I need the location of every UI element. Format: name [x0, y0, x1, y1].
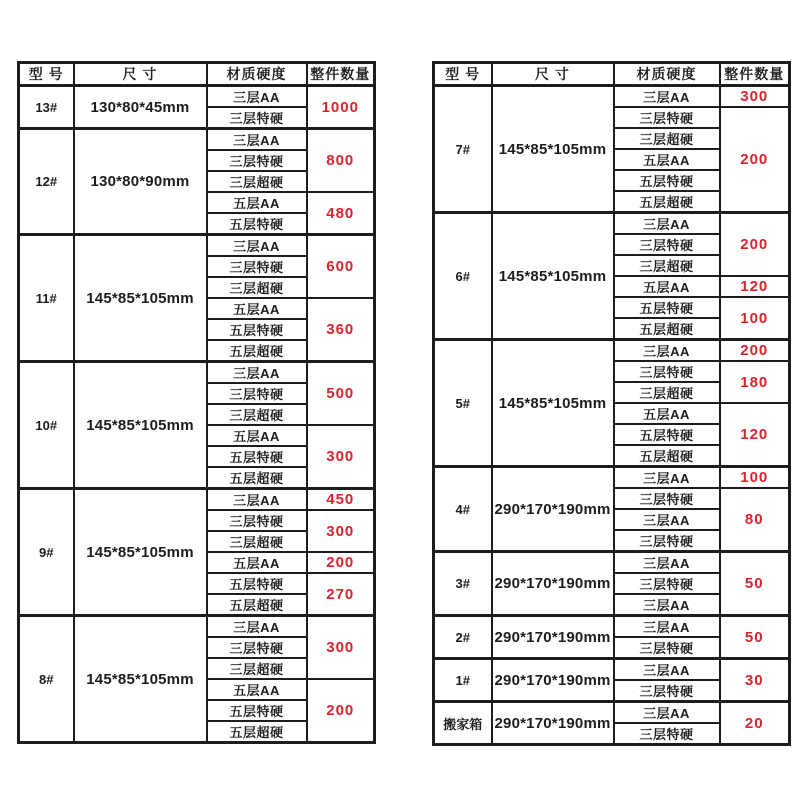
model-cell: 12#	[19, 129, 74, 235]
material-cell: 三层超硬	[207, 277, 307, 298]
quantity-cell: 300	[307, 425, 375, 489]
material-cell: 五层特硬	[207, 213, 307, 235]
quantity-cell: 200	[720, 213, 790, 277]
material-cell: 三层AA	[614, 552, 720, 574]
table-row	[434, 702, 790, 724]
table-row	[434, 86, 790, 108]
material-cell: 三层AA	[207, 235, 307, 257]
material-cell: 五层AA	[614, 403, 720, 424]
size-cell: 290*170*190mm	[492, 659, 614, 702]
column-header: 型 号	[434, 63, 492, 86]
model-cell: 1#	[434, 659, 492, 702]
material-cell: 三层AA	[614, 616, 720, 638]
material-cell: 五层超硬	[207, 721, 307, 743]
size-cell: 290*170*190mm	[492, 616, 614, 659]
table-row	[19, 616, 375, 638]
material-cell: 五层特硬	[207, 573, 307, 594]
material-cell: 五层AA	[207, 679, 307, 700]
material-cell: 五层特硬	[207, 446, 307, 467]
quantity-cell: 30	[720, 659, 790, 702]
quantity-cell: 600	[307, 235, 375, 299]
material-cell: 三层特硬	[207, 510, 307, 531]
material-cell: 三层AA	[207, 489, 307, 511]
model-cell: 4#	[434, 467, 492, 552]
material-cell: 三层特硬	[614, 573, 720, 594]
size-cell: 145*85*105mm	[492, 213, 614, 340]
material-cell: 五层超硬	[207, 467, 307, 489]
size-cell: 290*170*190mm	[492, 702, 614, 745]
size-cell: 145*85*105mm	[492, 86, 614, 213]
material-cell: 五层超硬	[614, 191, 720, 213]
material-cell: 三层AA	[614, 702, 720, 724]
table-row	[434, 213, 790, 235]
size-cell: 145*85*105mm	[74, 489, 207, 616]
quantity-cell: 20	[720, 702, 790, 745]
material-cell: 五层AA	[614, 276, 720, 297]
material-cell: 三层特硬	[207, 637, 307, 658]
material-cell: 三层超硬	[614, 128, 720, 149]
material-cell: 三层AA	[614, 594, 720, 616]
model-cell: 13#	[19, 86, 74, 129]
column-header: 尺 寸	[74, 63, 207, 86]
material-cell: 五层超硬	[614, 445, 720, 467]
column-header: 整件数量	[720, 63, 790, 86]
quantity-cell: 180	[720, 361, 790, 403]
table-row	[19, 129, 375, 151]
quantity-cell: 120	[720, 403, 790, 467]
quantity-cell: 300	[307, 510, 375, 552]
quantity-cell: 800	[307, 129, 375, 193]
quantity-cell: 100	[720, 467, 790, 489]
column-header: 尺 寸	[492, 63, 614, 86]
material-cell: 三层AA	[614, 659, 720, 681]
material-cell: 三层特硬	[614, 723, 720, 745]
material-cell: 三层AA	[614, 467, 720, 489]
quantity-cell: 50	[720, 552, 790, 616]
size-cell: 130*80*90mm	[74, 129, 207, 235]
quantity-cell: 270	[307, 573, 375, 616]
size-cell: 145*85*105mm	[74, 616, 207, 743]
material-cell: 三层特硬	[207, 383, 307, 404]
size-cell: 145*85*105mm	[74, 235, 207, 362]
material-cell: 三层AA	[614, 509, 720, 530]
material-cell: 五层特硬	[207, 319, 307, 340]
model-cell: 6#	[434, 213, 492, 340]
table-row	[19, 489, 375, 511]
table-row	[19, 362, 375, 384]
model-cell: 10#	[19, 362, 74, 489]
model-cell: 8#	[19, 616, 74, 743]
quantity-cell: 80	[720, 488, 790, 552]
size-cell: 145*85*105mm	[74, 362, 207, 489]
material-cell: 五层特硬	[614, 424, 720, 445]
quantity-cell: 120	[720, 276, 790, 297]
size-cell: 145*85*105mm	[492, 340, 614, 467]
column-header: 材质硬度	[207, 63, 307, 86]
material-cell: 三层AA	[614, 86, 720, 108]
header-row	[19, 63, 375, 86]
material-cell: 三层特硬	[207, 256, 307, 277]
quantity-cell: 50	[720, 616, 790, 659]
quantity-cell: 200	[307, 552, 375, 573]
spec-table-left	[17, 61, 376, 744]
material-cell: 三层AA	[614, 340, 720, 362]
material-cell: 三层AA	[614, 213, 720, 235]
quantity-cell: 300	[720, 86, 790, 108]
material-cell: 三层超硬	[614, 382, 720, 403]
column-header: 型 号	[19, 63, 74, 86]
material-cell: 五层AA	[207, 425, 307, 446]
table-row	[434, 340, 790, 362]
material-cell: 三层AA	[207, 616, 307, 638]
material-cell: 五层超硬	[207, 340, 307, 362]
quantity-cell: 300	[307, 616, 375, 680]
material-cell: 三层超硬	[207, 531, 307, 552]
model-cell: 7#	[434, 86, 492, 213]
spec-table-right	[432, 61, 791, 746]
quantity-cell: 200	[307, 679, 375, 743]
size-cell: 290*170*190mm	[492, 552, 614, 616]
header-row	[434, 63, 790, 86]
material-cell: 五层超硬	[207, 594, 307, 616]
material-cell: 三层特硬	[207, 150, 307, 171]
quantity-cell: 1000	[307, 86, 375, 129]
model-cell: 11#	[19, 235, 74, 362]
table-row	[19, 86, 375, 108]
material-cell: 三层特硬	[614, 234, 720, 255]
material-cell: 三层超硬	[614, 255, 720, 276]
material-cell: 五层AA	[207, 192, 307, 213]
quantity-cell: 480	[307, 192, 375, 235]
material-cell: 五层AA	[207, 298, 307, 319]
quantity-cell: 500	[307, 362, 375, 426]
material-cell: 五层超硬	[614, 318, 720, 340]
quantity-cell: 200	[720, 340, 790, 362]
material-cell: 五层AA	[614, 149, 720, 170]
table-row	[434, 467, 790, 489]
table-row	[19, 235, 375, 257]
material-cell: 三层特硬	[614, 530, 720, 552]
material-cell: 三层特硬	[614, 488, 720, 509]
table-row	[434, 552, 790, 574]
model-cell: 搬家箱	[434, 702, 492, 745]
material-cell: 三层特硬	[614, 361, 720, 382]
material-cell: 三层AA	[207, 362, 307, 384]
material-cell: 五层特硬	[207, 700, 307, 721]
material-cell: 三层超硬	[207, 404, 307, 425]
material-cell: 三层超硬	[207, 658, 307, 679]
material-cell: 三层特硬	[614, 107, 720, 128]
size-cell: 290*170*190mm	[492, 467, 614, 552]
material-cell: 五层特硬	[614, 297, 720, 318]
material-cell: 三层特硬	[207, 107, 307, 129]
model-cell: 9#	[19, 489, 74, 616]
material-cell: 五层特硬	[614, 170, 720, 191]
quantity-cell: 450	[307, 489, 375, 511]
quantity-cell: 200	[720, 107, 790, 213]
model-cell: 3#	[434, 552, 492, 616]
material-cell: 五层AA	[207, 552, 307, 573]
material-cell: 三层AA	[207, 129, 307, 151]
material-cell: 三层超硬	[207, 171, 307, 192]
quantity-cell: 100	[720, 297, 790, 340]
material-cell: 三层AA	[207, 86, 307, 108]
table-row	[434, 659, 790, 681]
quantity-cell: 360	[307, 298, 375, 362]
column-header: 整件数量	[307, 63, 375, 86]
material-cell: 三层特硬	[614, 680, 720, 702]
material-cell: 三层特硬	[614, 637, 720, 659]
column-header: 材质硬度	[614, 63, 720, 86]
size-cell: 130*80*45mm	[74, 86, 207, 129]
table-row	[434, 616, 790, 638]
model-cell: 5#	[434, 340, 492, 467]
model-cell: 2#	[434, 616, 492, 659]
